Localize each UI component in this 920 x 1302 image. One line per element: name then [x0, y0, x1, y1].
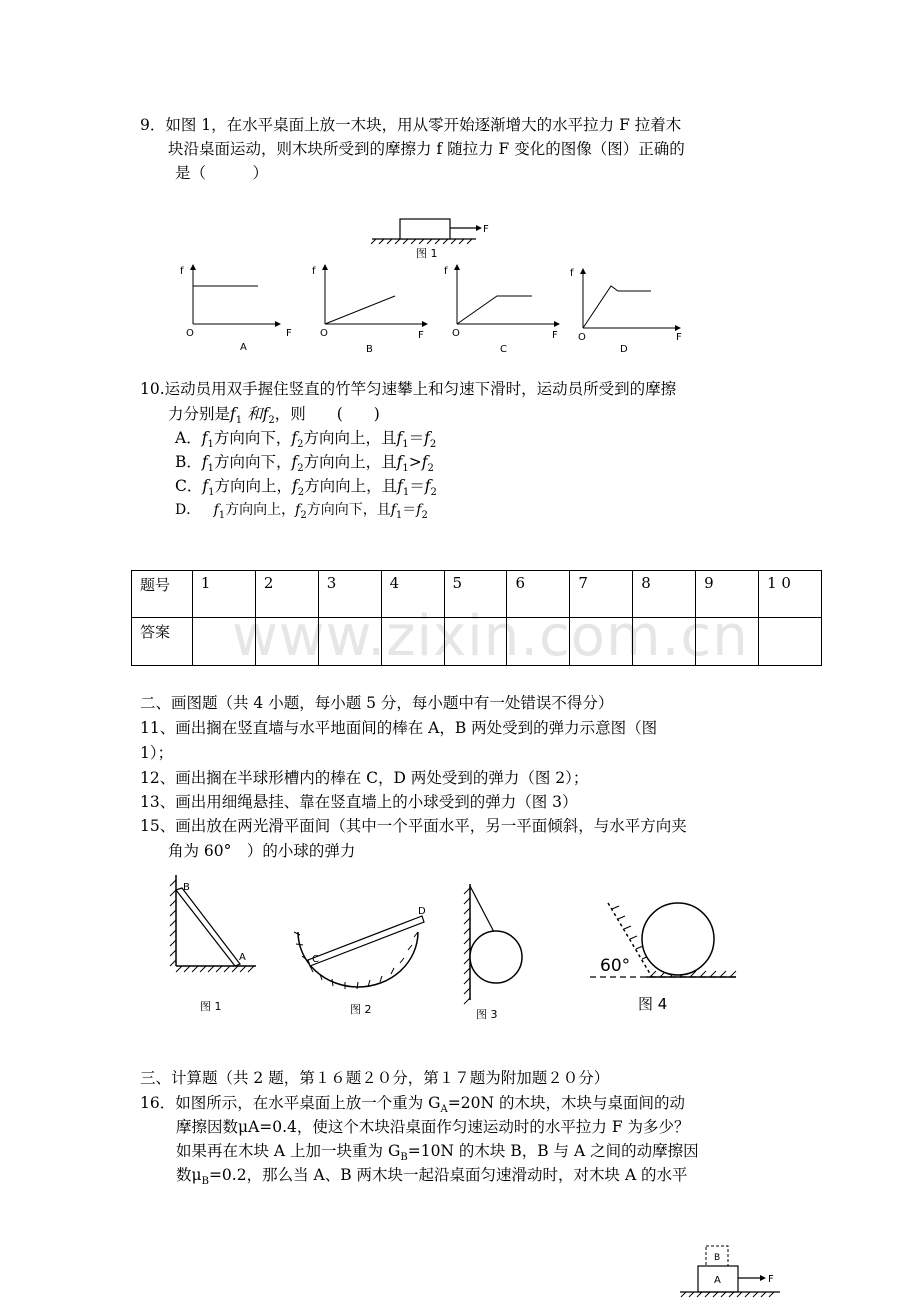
point-B-label: B	[183, 882, 190, 893]
fig-label: 图 2	[350, 1003, 372, 1016]
q16-line2: 摩擦因数μA=0.4，使这个木块沿桌面作匀速运动时的水平拉力 F 为多少？	[176, 1118, 690, 1136]
force-label: F	[483, 224, 489, 235]
watermark: www.zixin.com.cn	[232, 604, 749, 669]
q9-line3: 是（ ）	[175, 164, 269, 182]
q11-line2: 1）；	[140, 744, 174, 762]
block-B-label: B	[714, 1253, 721, 1263]
q10-option-D: D． $f_1$方向向上，$f_2$方向向下，且$f_1=f_2$	[175, 502, 428, 521]
q10-option-C: C．$f_1$方向向上，$f_2$方向向上，且$f_1=f_2$	[175, 477, 437, 499]
q16-figure	[680, 1242, 790, 1302]
point-C-label: C	[312, 954, 319, 965]
q10-line2: 力分别是$f_1$ 和$f_2$，则 ( )	[168, 405, 380, 427]
answer-cell[interactable]	[507, 618, 570, 666]
graph-option-label: D	[620, 344, 628, 355]
answer-cell[interactable]	[318, 618, 381, 666]
table-row: 题号 1 2 3 4 5 6 7 8 9 1 0	[132, 571, 822, 618]
sec2-figure4	[590, 895, 740, 1025]
svg-text:O: O	[320, 328, 328, 339]
q16-line1: 16．如图所示，在水平桌面上放一个重为 $G_A=20N$ 的木块，木块与桌面间的动	[140, 1094, 685, 1116]
q10-line1: 10.运动员用双手握住竖直的竹竿匀速攀上和匀速下滑时，运动员所受到的摩擦	[140, 380, 677, 398]
q16-line3: 如果再在木块 A 上加一块重为 $G_B=10N$ 的木块 B，B 与 A 之间的动摩擦因	[176, 1142, 699, 1164]
point-A-label: A	[239, 952, 246, 963]
fig-label: 图 1	[200, 1000, 222, 1013]
svg-text:F: F	[418, 330, 424, 341]
q9-graph-C	[442, 262, 567, 357]
svg-text:f: f	[180, 266, 184, 277]
q9-graph-D	[566, 266, 691, 361]
graph-option-label: A	[240, 342, 247, 353]
sec2-figure3	[452, 880, 542, 1025]
svg-text:f: f	[444, 266, 448, 277]
answer-cell[interactable]	[696, 618, 759, 666]
q11-line1: 11、画出搁在竖直墙与水平地面间的棒在 A，B 两处受到的弹力示意图（图	[140, 719, 658, 737]
q9-line2: 块沿桌面运动，则木块所受到的摩擦力 f 随拉力 F 变化的图像（图）正确的	[168, 140, 685, 158]
svg-text:F: F	[286, 328, 292, 339]
answer-cell[interactable]	[381, 618, 444, 666]
svg-text:O: O	[578, 332, 586, 343]
section3-heading: 三、计算题（共 2 题，第１６题２０分，第１７题为附加题２０分）	[140, 1069, 610, 1087]
force-label: F	[768, 1274, 774, 1285]
svg-text:F: F	[552, 330, 558, 341]
q9-graph-A	[178, 262, 298, 357]
svg-text:f: f	[312, 266, 316, 277]
table-row: 答案	[132, 618, 822, 666]
q13: 13、画出用细绳悬挂、靠在竖直墙上的小球受到的弹力（图 3）	[140, 793, 578, 811]
answer-cell[interactable]	[444, 618, 507, 666]
q12: 12、画出搁在半球形槽内的棒在 C，D 两处受到的弹力（图 2）；	[140, 769, 589, 787]
angle-label: 60°	[600, 956, 631, 976]
answer-cell[interactable]	[633, 618, 696, 666]
fig1-label: 图 1	[416, 247, 438, 260]
q9-line1: 9．如图 1，在水平桌面上放一木块，用从零开始逐渐增大的水平拉力 F 拉着木	[140, 116, 682, 134]
answer-cell[interactable]	[192, 618, 255, 666]
q15-line2: 角为 60° ）的小球的弹力	[168, 842, 356, 860]
q10-option-A: A．$f_1$方向向下，$f_2$方向向上，且$f_1=f_2$	[175, 429, 437, 451]
section2-heading: 二、画图题（共 4 小题，每小题 5 分，每小题中有一处错误不得分）	[140, 694, 614, 712]
svg-text:f: f	[570, 268, 574, 279]
q15-line1: 15、画出放在两光滑平面间（其中一个平面水平，另一平面倾斜，与水平方向夹	[140, 817, 687, 835]
svg-text:O: O	[186, 328, 194, 339]
fig-label: 图 4	[638, 995, 668, 1013]
answer-cell[interactable]	[759, 618, 822, 666]
q9-figure1	[370, 212, 500, 262]
svg-text:F: F	[676, 332, 682, 343]
answer-table	[131, 570, 822, 666]
fig-label: 图 3	[476, 1008, 498, 1021]
block-A-label: A	[714, 1275, 721, 1286]
answer-cell[interactable]	[570, 618, 633, 666]
q10-option-B: B．$f_1$方向向下，$f_2$方向向上，且$f_1>f_2$	[175, 453, 434, 475]
sec2-figure2	[290, 900, 440, 1020]
point-D-label: D	[418, 906, 426, 917]
q16-line4: 数$\mu_B=0.2$，那么当 A、B 两木块一起沿桌面匀速滑动时，对木块 A 的水平	[176, 1166, 688, 1188]
graph-option-label: C	[500, 344, 507, 355]
sec2-figure1	[160, 870, 270, 1020]
q9-graph-B	[310, 262, 430, 357]
answer-cell[interactable]	[255, 618, 318, 666]
graph-option-label: B	[366, 344, 373, 355]
svg-text:O: O	[452, 328, 460, 339]
